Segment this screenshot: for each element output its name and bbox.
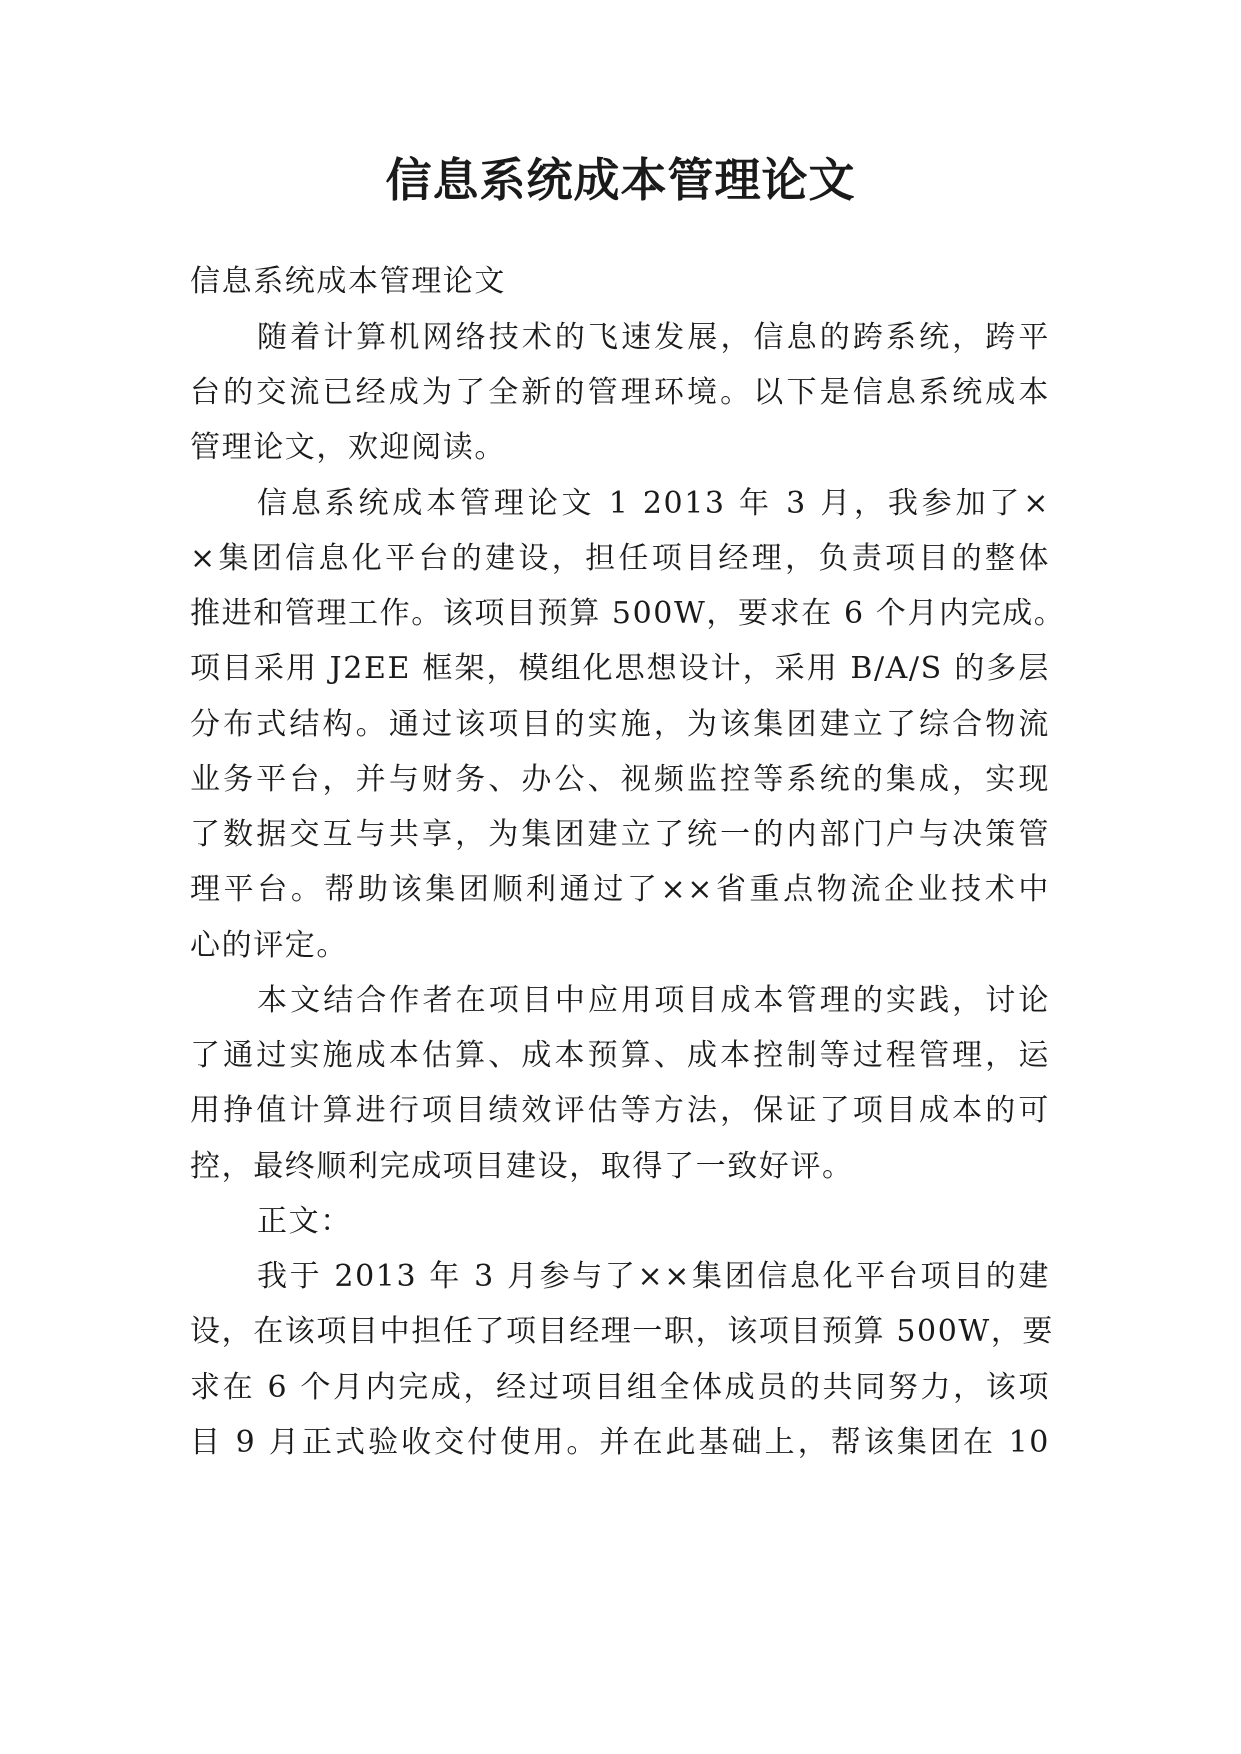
text-line: 信息系统成本管理论文 1 2013 年 3 月，我参加了× bbox=[257, 486, 1050, 521]
text-line: 我于 2013 年 3 月参与了××集团信息化平台项目的建 bbox=[257, 1259, 1050, 1294]
text-line: 心的评定。 bbox=[190, 928, 348, 963]
text-line: 推进和管理工作。该项目预算 500W，要求在 6 个月内完成。 bbox=[190, 596, 1066, 631]
section-heading: 正文： bbox=[257, 1204, 352, 1239]
subtitle-line: 信息系统成本管理论文 bbox=[190, 264, 506, 299]
text-line: 目 9 月正式验收交付使用。并在此基础上，帮该集团在 10 bbox=[190, 1425, 1050, 1460]
text-line: 本文结合作者在项目中应用项目成本管理的实践，讨论 bbox=[257, 983, 1050, 1018]
text-line: 用挣值计算进行项目绩效评估等方法，保证了项目成本的可 bbox=[190, 1093, 1050, 1128]
document-title: 信息系统成本管理论文 bbox=[385, 153, 856, 207]
text-line: 控，最终顺利完成项目建设，取得了一致好评。 bbox=[190, 1149, 854, 1184]
text-line: 了数据交互与共享，为集团建立了统一的内部门户与决策管 bbox=[190, 817, 1050, 852]
text-line: ×集团信息化平台的建设，担任项目经理，负责项目的整体 bbox=[190, 541, 1050, 576]
text-line: 项目采用 J2EE 框架，模组化思想设计，采用 B/A/S 的多层 bbox=[190, 651, 1050, 686]
text-line: 求在 6 个月内完成，经过项目组全体成员的共同努力，该项 bbox=[190, 1370, 1050, 1405]
text-line: 理平台。帮助该集团顺利通过了××省重点物流企业技术中 bbox=[190, 872, 1050, 907]
text-line: 设，在该项目中担任了项目经理一职，该项目预算 500W，要 bbox=[190, 1314, 1055, 1349]
text-line: 台的交流已经成为了全新的管理环境。以下是信息系统成本 bbox=[190, 375, 1050, 410]
text-line: 随着计算机网络技术的飞速发展，信息的跨系统，跨平 bbox=[257, 320, 1050, 355]
text-line: 分布式结构。通过该项目的实施，为该集团建立了综合物流 bbox=[190, 707, 1050, 742]
text-line: 了通过实施成本估算、成本预算、成本控制等过程管理，运 bbox=[190, 1038, 1050, 1073]
text-line: 管理论文，欢迎阅读。 bbox=[190, 430, 506, 465]
text-line: 业务平台，并与财务、办公、视频监控等系统的集成，实现 bbox=[190, 762, 1050, 797]
